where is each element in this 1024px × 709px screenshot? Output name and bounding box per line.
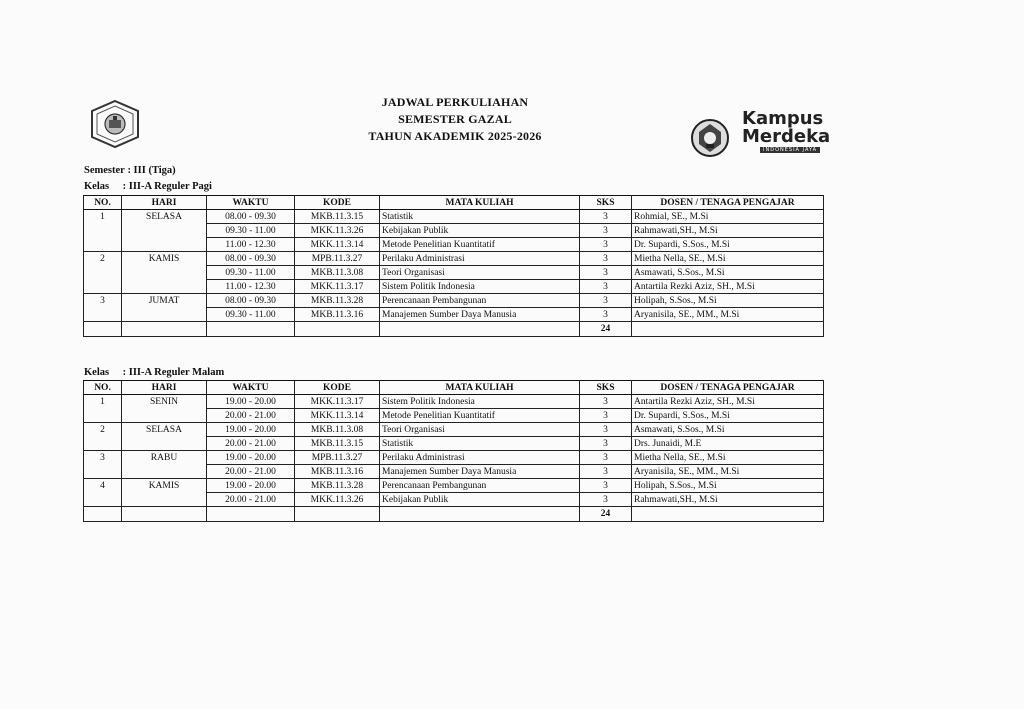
row-course-name: Perencanaan Pembangunan [380,479,580,493]
row-day: RABU [122,451,207,465]
row-sks: 3 [580,210,632,224]
row-time: 20.00 - 21.00 [207,409,295,423]
row-day: KAMIS [122,252,207,266]
row-course-name: Statistik [380,210,580,224]
row-day: SELASA [122,210,207,224]
total-row [84,507,824,522]
table-row [84,294,824,308]
table-row [84,395,824,409]
col-sks-header: SKS [580,381,632,395]
empty-cell [122,322,207,337]
table-row [84,308,824,322]
row-course-code: MKK.11.3.17 [295,395,380,409]
schedule-table-pagi [83,195,824,337]
row-course-name: Manajemen Sumber Daya Manusia [380,308,580,322]
row-sks: 3 [580,423,632,437]
table-row [84,266,824,280]
row-time: 09.30 - 11.00 [207,308,295,322]
empty-cell [84,507,122,522]
col-mata-kuliah-header: MATA KULIAH [380,196,580,210]
row-sks: 3 [580,451,632,465]
kampus-merdeka-logo [742,110,830,146]
row-sks: 3 [580,252,632,266]
col-hari-header: HARI [122,381,207,395]
table-row [84,238,824,252]
document-title [330,94,580,145]
col-kode-header: KODE [295,196,380,210]
col-no-header: NO. [84,196,122,210]
row-sks: 3 [580,308,632,322]
row-course-name: Kebijakan Publik [380,493,580,507]
row-course-code: MPB.11.3.27 [295,451,380,465]
row-number [84,465,122,479]
row-time: 08.00 - 09.30 [207,210,295,224]
row-lecturer: Antartila Rezki Aziz, SH., M.Si [632,395,824,409]
total-row [84,322,824,337]
row-lecturer: Drs. Junaidi, M.E [632,437,824,451]
row-number: 3 [84,294,122,308]
kelas-label: Kelas [84,367,110,378]
semester-label: Semester [84,165,125,176]
col-mata-kuliah-header: MATA KULIAH [380,381,580,395]
row-sks: 3 [580,395,632,409]
table-header-row [84,381,824,395]
row-time: 08.00 - 09.30 [207,252,295,266]
row-day [122,437,207,451]
empty-cell [632,322,824,337]
empty-cell [380,322,580,337]
row-course-code: MKB.11.3.15 [295,437,380,451]
row-number [84,280,122,294]
kelas-value: : III-A Reguler Pagi [122,181,212,192]
row-number: 2 [84,252,122,266]
row-course-code: MKB.11.3.08 [295,423,380,437]
row-day [122,280,207,294]
row-lecturer: Antartila Rezki Aziz, SH., M.Si [632,280,824,294]
row-sks: 3 [580,465,632,479]
row-course-name: Perencanaan Pembangunan [380,294,580,308]
row-number: 3 [84,451,122,465]
row-number: 4 [84,479,122,493]
row-course-name: Metode Penelitian Kuantitatif [380,238,580,252]
row-time: 19.00 - 20.00 [207,395,295,409]
row-course-name: Manajemen Sumber Daya Manusia [380,465,580,479]
row-lecturer: Rahmawati,SH., M.Si [632,493,824,507]
row-time: 20.00 - 21.00 [207,437,295,451]
row-time: 20.00 - 21.00 [207,493,295,507]
kelas-pagi-info [84,181,212,192]
row-number [84,238,122,252]
row-day [122,493,207,507]
row-time: 11.00 - 12.30 [207,238,295,252]
row-time: 20.00 - 21.00 [207,465,295,479]
tut-wuri-emblem-icon [690,118,730,158]
row-course-code: MKK.11.3.17 [295,280,380,294]
kelas-value: : III-A Reguler Malam [122,367,225,378]
row-course-code: MKK.11.3.26 [295,224,380,238]
row-day [122,409,207,423]
row-day: SENIN [122,395,207,409]
row-lecturer: Mietha Nella, SE., M.Si [632,451,824,465]
empty-cell [295,322,380,337]
empty-cell [207,322,295,337]
total-sks: 24 [580,507,632,522]
table-row [84,465,824,479]
row-sks: 3 [580,409,632,423]
row-course-code: MKK.11.3.26 [295,493,380,507]
row-number [84,266,122,280]
row-course-code: MKK.11.3.14 [295,409,380,423]
row-course-name: Metode Penelitian Kuantitatif [380,409,580,423]
row-sks: 3 [580,266,632,280]
row-day: JUMAT [122,294,207,308]
row-day [122,224,207,238]
col-sks-header: SKS [580,196,632,210]
row-day [122,266,207,280]
row-course-name: Teori Organisasi [380,423,580,437]
col-hari-header: HARI [122,196,207,210]
row-course-code: MKB.11.3.16 [295,465,380,479]
row-number: 2 [84,423,122,437]
row-time: 11.00 - 12.30 [207,280,295,294]
semester-info [84,165,176,176]
row-day [122,465,207,479]
row-number: 1 [84,395,122,409]
table-row [84,409,824,423]
row-course-code: MKB.11.3.08 [295,266,380,280]
row-course-name: Teori Organisasi [380,266,580,280]
table-row [84,210,824,224]
row-course-code: MKB.11.3.15 [295,210,380,224]
col-waktu-header: WAKTU [207,196,295,210]
table-row [84,479,824,493]
empty-cell [207,507,295,522]
row-course-name: Sistem Politik Indonesia [380,395,580,409]
row-sks: 3 [580,437,632,451]
row-day: KAMIS [122,479,207,493]
row-sks: 3 [580,280,632,294]
empty-cell [295,507,380,522]
title-line-2: SEMESTER GAZAL [398,112,512,126]
row-lecturer: Aryanisila, SE., MM., M.Si [632,308,824,322]
row-lecturer: Rohmial, SE., M.Si [632,210,824,224]
row-course-code: MKK.11.3.14 [295,238,380,252]
semester-value: : III (Tiga) [127,165,176,176]
table-header-row [84,196,824,210]
row-course-code: MPB.11.3.27 [295,252,380,266]
title-line-3: TAHUN AKADEMIK 2025-2026 [368,129,542,143]
row-day [122,308,207,322]
row-number: 1 [84,210,122,224]
col-dosen-header: DOSEN / TENAGA PENGAJAR [632,381,824,395]
row-time: 09.30 - 11.00 [207,224,295,238]
row-course-code: MKB.11.3.16 [295,308,380,322]
kelas-malam-info [84,367,224,378]
row-course-name: Statistik [380,437,580,451]
empty-cell [122,507,207,522]
row-course-name: Perilaku Administrasi [380,252,580,266]
row-lecturer: Rahmawati,SH., M.Si [632,224,824,238]
row-lecturer: Dr. Supardi, S.Sos., M.Si [632,409,824,423]
row-time: 19.00 - 20.00 [207,423,295,437]
institution-logo-icon [88,99,142,149]
row-sks: 3 [580,493,632,507]
row-course-code: MKB.11.3.28 [295,479,380,493]
empty-cell [380,507,580,522]
row-lecturer: Asmawati, S.Sos., M.Si [632,266,824,280]
brand-line-1: Kampus [742,108,824,129]
col-no-header: NO. [84,381,122,395]
row-sks: 3 [580,294,632,308]
row-number [84,437,122,451]
row-course-name: Perilaku Administrasi [380,451,580,465]
row-time: 09.30 - 11.00 [207,266,295,280]
row-lecturer: Asmawati, S.Sos., M.Si [632,423,824,437]
row-lecturer: Holipah, S.Sos., M.Si [632,479,824,493]
row-lecturer: Dr. Supardi, S.Sos., M.Si [632,238,824,252]
kelas-label: Kelas [84,181,110,192]
row-lecturer: Mietha Nella, SE., M.Si [632,252,824,266]
row-course-name: Kebijakan Publik [380,224,580,238]
row-course-code: MKB.11.3.28 [295,294,380,308]
col-dosen-header: DOSEN / TENAGA PENGAJAR [632,196,824,210]
row-sks: 3 [580,479,632,493]
table-row [84,423,824,437]
table-row [84,280,824,294]
title-line-1: JADWAL PERKULIAHAN [381,95,529,109]
row-day [122,238,207,252]
row-time: 19.00 - 20.00 [207,451,295,465]
row-lecturer: Aryanisila, SE., MM., M.Si [632,465,824,479]
table-row [84,451,824,465]
schedule-table-malam [83,380,824,522]
row-number [84,493,122,507]
row-sks: 3 [580,224,632,238]
brand-line-2: Merdeka [742,126,831,147]
col-kode-header: KODE [295,381,380,395]
empty-cell [84,322,122,337]
empty-cell [632,507,824,522]
brand-tagline: INDONESIA JAYA [760,147,820,153]
row-course-name: Sistem Politik Indonesia [380,280,580,294]
row-number [84,409,122,423]
row-sks: 3 [580,238,632,252]
col-waktu-header: WAKTU [207,381,295,395]
table-row [84,437,824,451]
total-sks: 24 [580,322,632,337]
table-row [84,224,824,238]
row-day: SELASA [122,423,207,437]
row-lecturer: Holipah, S.Sos., M.Si [632,294,824,308]
table-row [84,493,824,507]
row-number [84,308,122,322]
row-time: 08.00 - 09.30 [207,294,295,308]
row-number [84,224,122,238]
table-row [84,252,824,266]
row-time: 19.00 - 20.00 [207,479,295,493]
